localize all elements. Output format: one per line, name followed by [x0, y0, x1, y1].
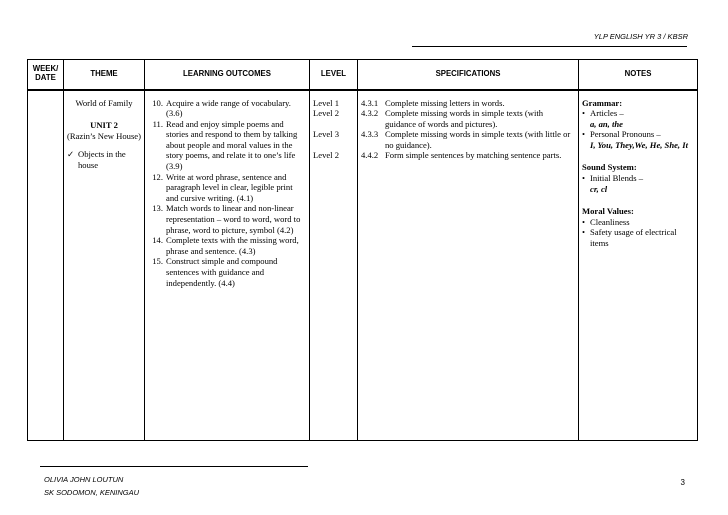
outcome-number: 15.	[152, 256, 163, 267]
lesson-plan-table	[27, 59, 698, 441]
spec-number: 4.3.2	[361, 108, 379, 119]
bullet-icon: •	[582, 173, 586, 184]
blends-values: cr, cl	[590, 183, 608, 194]
col-notes: NOTES	[579, 60, 698, 90]
col-week-date: WEEK/ DATE	[28, 60, 64, 90]
pronouns-values: I, You, They,We, He, She, It	[590, 139, 688, 150]
footer-rule	[40, 466, 308, 467]
blends-label: Initial Blends –	[590, 173, 643, 184]
outcome-text: Read and enjoy simple poems and stories and respond to them by talking about people and moral values in the story poems, and relate it to one’s life (3.9)	[166, 118, 298, 172]
outcome-text: Construct simple and compound sentences with guidance and independently. (4.4)	[166, 256, 278, 288]
outcome-number: 11.	[152, 118, 163, 129]
notes-bullet	[582, 217, 694, 228]
header-title: YLP ENGLISH YR 3 / KBSR	[593, 32, 688, 41]
outcome-text: Acquire a wide range of vocabulary. (3.6)	[166, 97, 291, 119]
page-number: 3	[680, 478, 685, 487]
specifications-cell	[358, 90, 579, 441]
bullet-icon: •	[582, 216, 586, 227]
notes-bullet	[582, 227, 694, 248]
spec-text: Form simple sentences by matching sentence parts.	[385, 150, 562, 161]
outcome-item	[148, 256, 306, 288]
theme-cell	[64, 90, 145, 441]
level-value: Level 3	[313, 129, 340, 140]
grammar-heading: Grammar:	[582, 97, 623, 108]
articles-values: a, an, the	[590, 118, 623, 129]
spec-item	[361, 98, 575, 109]
moral-values-heading: Moral Values:	[582, 206, 634, 217]
col-learning-outcomes: LEARNING OUTCOMES	[145, 60, 310, 90]
level-value: Level 2	[313, 108, 340, 119]
moral-value: Safety usage of electrical items	[590, 227, 677, 249]
school-name: SK SODOMON, KENINGAU	[44, 488, 140, 497]
outcome-item	[148, 119, 306, 172]
spec-item	[361, 108, 575, 129]
notes-bullet	[582, 129, 694, 140]
unit-label: UNIT 2	[90, 120, 118, 131]
level-cell	[310, 90, 358, 441]
notes-bullet	[582, 108, 694, 119]
col-specifications: SPECIFICATIONS	[358, 60, 579, 90]
header-rule	[412, 46, 687, 47]
sound-system-heading: Sound System:	[582, 162, 637, 173]
spec-number: 4.3.1	[361, 97, 379, 108]
footer-author	[44, 473, 139, 499]
outcome-item	[148, 235, 306, 256]
notes-bullet	[582, 173, 694, 184]
week-cell	[28, 90, 64, 441]
learning-outcomes-cell	[145, 90, 310, 441]
col-level: LEVEL	[310, 60, 358, 90]
spec-number: 4.4.2	[361, 150, 379, 161]
outcome-number: 14.	[152, 235, 163, 246]
outcome-number: 12.	[152, 171, 163, 182]
spec-number: 4.3.3	[361, 129, 379, 140]
checkmark-icon: ✓	[67, 149, 75, 160]
table-row	[28, 90, 698, 441]
outcome-text: Match words to linear and non-linear representation – word to word, word to phrase, word to picture, symbol (4.2)	[166, 203, 301, 235]
level-value: Level 2	[313, 150, 340, 161]
spec-text: Complete missing words in simple texts (with little or no guidance).	[385, 129, 571, 150]
notes-cell	[579, 90, 698, 441]
col-theme: THEME	[64, 60, 145, 90]
subtopic-text: Objects in the house	[78, 149, 126, 170]
unit-title: (Razin’s New House)	[67, 130, 141, 141]
articles-label: Articles –	[590, 108, 624, 119]
level-value: Level 1	[313, 97, 340, 108]
spec-text: Complete missing letters in words.	[385, 97, 505, 108]
table-header-row	[28, 60, 698, 90]
outcome-item	[148, 203, 306, 235]
outcome-number: 13.	[152, 203, 163, 214]
bullet-icon: •	[582, 129, 586, 140]
outcome-text: Complete texts with the missing word, phrase and sentence. (4.3)	[166, 235, 299, 256]
bullet-icon: •	[582, 227, 586, 238]
moral-value: Cleanliness	[590, 216, 630, 227]
spec-item	[361, 150, 575, 161]
outcome-item	[148, 172, 306, 204]
spec-item	[361, 129, 575, 150]
pronouns-label: Personal Pronouns –	[590, 129, 661, 140]
spec-text: Complete missing words in simple texts (with guidance of words and pictures).	[385, 108, 544, 129]
outcome-text: Write at word phrase, sentence and paragraph level in clear, legible print and cursive writing. (4.1)	[166, 171, 293, 203]
bullet-icon: •	[582, 108, 586, 119]
author-name: OLIVIA JOHN LOUTUN	[44, 475, 124, 484]
subtopic-item	[67, 149, 141, 170]
outcome-item	[148, 98, 306, 119]
theme-topic: World of Family	[75, 97, 133, 108]
outcome-number: 10.	[152, 97, 163, 108]
